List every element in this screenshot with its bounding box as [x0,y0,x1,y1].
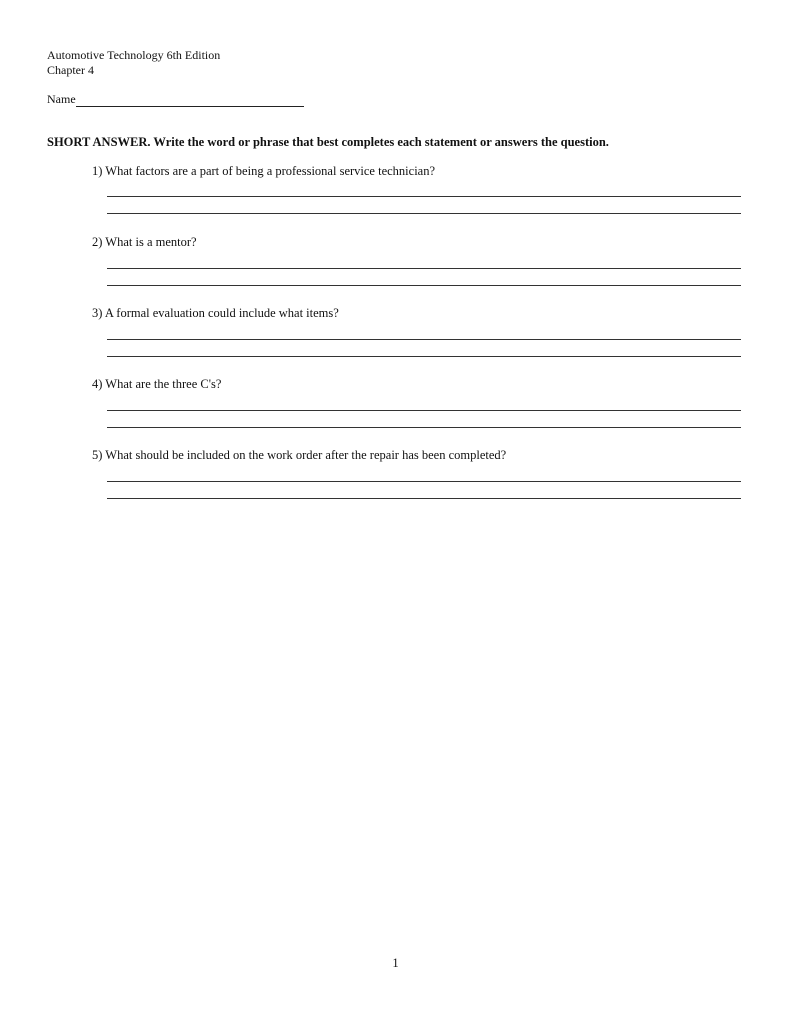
answer-line-5b[interactable] [107,498,741,499]
chapter-label: Chapter 4 [47,63,94,77]
document-header [47,48,220,78]
answer-line-2a[interactable] [107,268,741,269]
book-title: Automotive Technology 6th Edition [47,48,221,62]
question-1: 1) What factors are a part of being a professional service technician? [92,164,436,178]
section-instructions: SHORT ANSWER. Write the word or phrase that best completes each statement or answers the question. [47,135,609,149]
answer-line-2b[interactable] [107,285,741,286]
answer-line-4b[interactable] [107,427,741,428]
name-field[interactable] [47,92,304,107]
question-2: 2) What is a mentor? [92,235,197,249]
answer-line-4a[interactable] [107,410,741,411]
answer-line-3b[interactable] [107,356,741,357]
question-3: 3) A formal evaluation could include what items? [92,306,339,320]
answer-line-1b[interactable] [107,213,741,214]
name-blank-line[interactable] [76,94,304,107]
answer-line-3a[interactable] [107,339,741,340]
question-5: 5) What should be included on the work order after the repair has been completed? [92,448,507,462]
answer-line-5a[interactable] [107,481,741,482]
name-label: Name [47,92,76,106]
page-number: 1 [392,956,399,970]
question-4: 4) What are the three C's? [92,377,222,391]
answer-line-1a[interactable] [107,196,741,197]
